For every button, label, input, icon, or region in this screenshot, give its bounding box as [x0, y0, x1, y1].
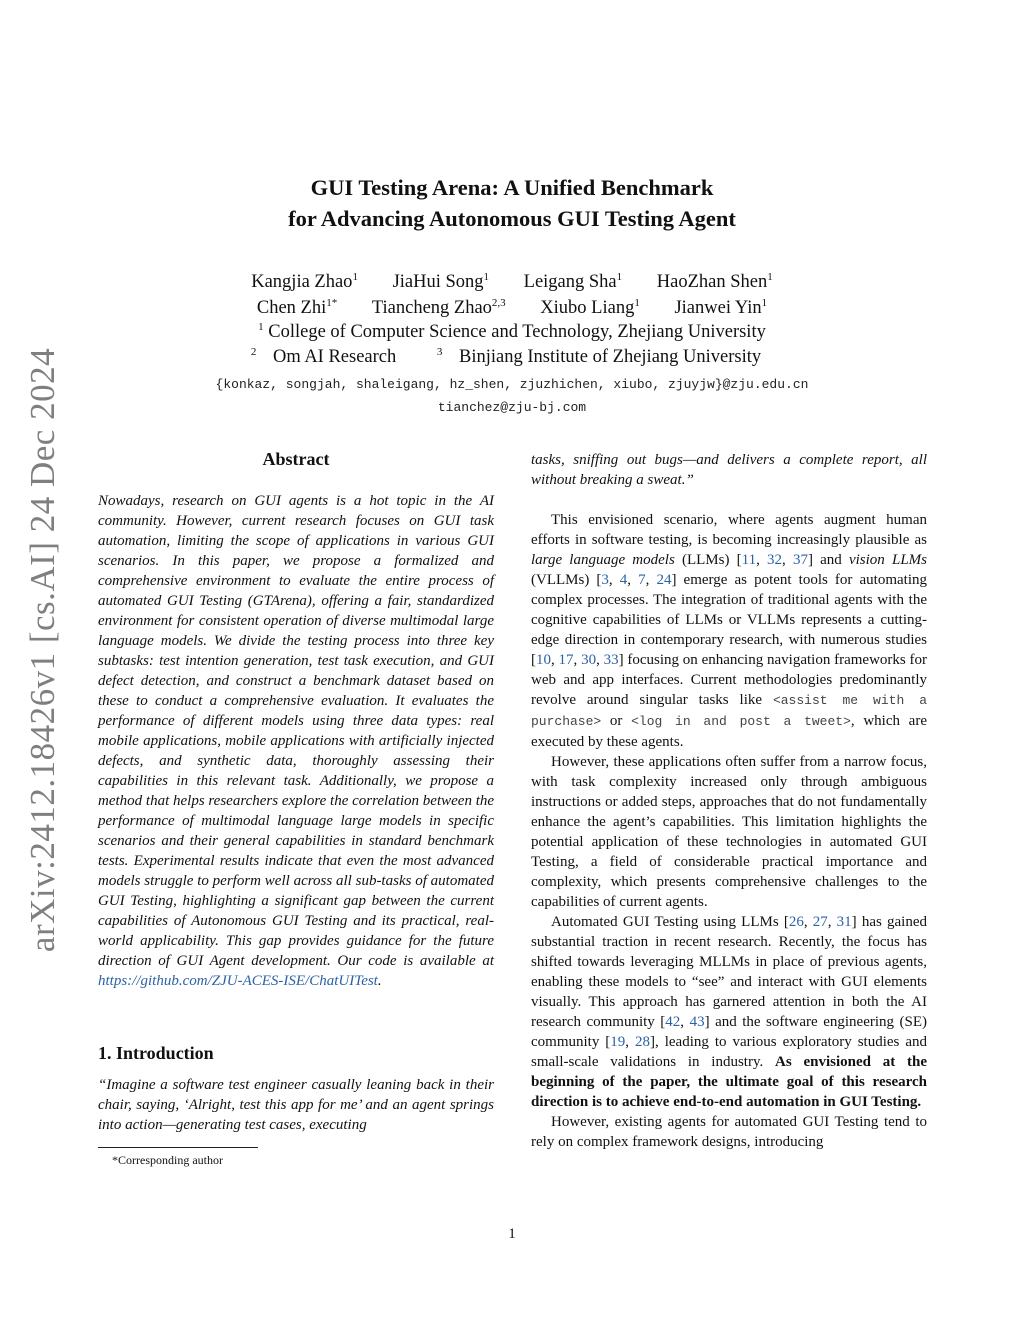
code-repository-link[interactable]: https://github.com/ZJU-ACES-ISE/ChatUITest: [98, 973, 378, 989]
author-name: HaoZhan Shen: [656, 272, 768, 292]
author-name: Tiancheng Zhao: [371, 298, 492, 318]
affiliation-mark: 1: [761, 297, 768, 309]
author-name: Chen Zhi: [256, 298, 327, 318]
introduction-quote-continued: tasks, sniffing out bugs—and delivers a complete report, all without breaking a sweat.”: [531, 452, 927, 488]
abstract-text: [98, 491, 494, 991]
right-column: [531, 450, 927, 1152]
author-name: JiaHui Song: [392, 272, 484, 292]
paragraph-4: However, existing agents for automated GUI Testing tend to rely on complex framework designs, introducing: [531, 1114, 927, 1150]
affiliation-mark: 1: [634, 297, 640, 309]
affiliation-1: [100, 320, 924, 345]
title-line-1: GUI Testing Arena: A Unified Benchmark: [310, 175, 714, 200]
introduction-quote: “Imagine a software test engineer casually leaning back in their chair, saying, ‘Alright, test this app for me’ and an agent springs into action—generating test cases, executing: [98, 1077, 494, 1133]
author: [393, 272, 489, 292]
author-row-2: [100, 294, 924, 323]
affiliation-mark: 1: [352, 271, 358, 283]
citation-link[interactable]: 37: [792, 552, 808, 568]
affiliation-mark: 1: [258, 321, 264, 333]
citation-link[interactable]: 17: [558, 652, 574, 668]
author-name: Jianwei Yin: [674, 298, 762, 318]
citation-link[interactable]: 42: [665, 1014, 681, 1030]
citation-link[interactable]: 33: [603, 652, 619, 668]
author: [657, 272, 773, 292]
author-name: Leigang Sha: [523, 272, 617, 292]
citation-link[interactable]: 43: [689, 1014, 705, 1030]
author: [674, 298, 767, 318]
left-column: [98, 447, 494, 1168]
affiliation-name: Om AI Research: [272, 347, 397, 367]
citation-link[interactable]: 4: [619, 572, 628, 588]
author-emails: [100, 373, 924, 419]
citation-link[interactable]: 31: [836, 914, 852, 930]
author: [372, 298, 506, 318]
citation-link[interactable]: 3: [601, 572, 609, 588]
author-name: Xiubo Liang: [540, 298, 635, 318]
affiliation-mark: 1: [483, 271, 490, 283]
paragraph-1: This envisioned scenario, where agents augment human efforts in software testing, is becoming increasingly plausible as large language models (LLMs) [11, 32, 37] and vision LLMs (VLLMs) [3, 4, 7, 24] emerge as potent tools for automating complex processes. The integration of traditional agents with the cognitive capabilities of LLMs or VLLMs represents a cutting-edge direction in contemporary research, with numerous studies [10, 17, 30, 33] focusing on enhancing navigation frameworks for web and app interfaces. Current methodologies predominantly revolve around singular tasks like <assist me with a purchase> or <log in and post a tweet>, which are executed by these agents.: [531, 512, 928, 750]
citation-link[interactable]: 10: [536, 652, 551, 668]
affiliation-mark: 1: [616, 271, 623, 283]
affiliation-mark: 1: [767, 271, 773, 283]
author-row-1: [100, 268, 924, 297]
affiliation-name: College of Computer Science and Technology, Zhejiang University: [268, 322, 766, 342]
citation-link[interactable]: 26: [788, 914, 804, 930]
example-task-code: <assist me with a purchase>: [531, 693, 927, 729]
citation-link[interactable]: 24: [656, 572, 672, 588]
abstract-heading: Abstract: [262, 449, 330, 469]
affiliation-2: [251, 347, 408, 367]
author: [540, 298, 640, 318]
affiliation-mark: 2: [250, 346, 257, 358]
affiliation-3: [437, 347, 773, 367]
author: [251, 272, 358, 292]
abstract-end: .: [377, 973, 382, 989]
citation-link[interactable]: 32: [767, 552, 783, 568]
title-line-2: for Advancing Autonomous GUI Testing Agent: [288, 206, 736, 231]
affiliation-name: Binjiang Institute of Zhejiang University: [459, 347, 762, 367]
citation-link[interactable]: 27: [812, 914, 828, 930]
affiliation-mark: 1*: [326, 297, 338, 309]
arxiv-identifier-stamp: [8, 347, 78, 953]
citation-link[interactable]: 7: [638, 572, 646, 588]
affiliations: [100, 320, 924, 370]
email-line-2: tianchez@zju-bj.com: [437, 400, 587, 415]
page-number: 1: [508, 1226, 516, 1242]
paragraph-2: However, these applications often suffer from a narrow focus, with task complexity increased only through ambiguous instructions or added steps, approaches that do not fundamentally enhance the agent’s capabilities. This limitation highlights the potential application of these technologies in automated GUI Testing, a field of considerable practical importance and complexity, which presents comprehensive challenges to the capabilities of current agents.: [531, 754, 927, 910]
abstract-body: Nowadays, research on GUI agents is a hot topic in the AI community. However, current research focuses on GUI task automation, limiting the scope of applications in various GUI scenarios. In this paper, we propose a formalized and comprehensive environment to evaluate the entire process of automated GUI Testing (GTArena), offering a fair, standardized environment for consistent operation of diverse multimodal large language models. We divide the testing process into three key subtasks: test intention generation, test task execution, and GUI defect detection, and construct a benchmark dataset based on these to conduct a comprehensive evaluation. It evaluates the performance of different models using three data types: real mobile applications, mobile applications with artificially injected defects, and synthetic data, thoroughly assessing their capabilities in this relevant task. Additionally, we propose a method that helps researchers explore the correlation between the performance of multimodal language large models in specific scenarios and their general capabilities in standard benchmark tests. Experimental results indicate that even the most advanced models struggle to perform well across all sub-tasks of automated GUI Testing, highlighting a significant gap between the current capabilities of Autonomous GUI Testing and its practical, real-world applicability. This gap provides guidance for the future direction of GUI Agent development. Our code is available at: [98, 493, 495, 969]
footnote-divider: [98, 1147, 258, 1148]
author-list: [100, 268, 924, 323]
arxiv-identifier-text: arXiv:2412.18426v1 [cs.AI] 24 Dec 2024: [23, 347, 62, 953]
citation-link[interactable]: 30: [581, 652, 597, 668]
key-claim-bold: As envisioned at the beginning of the paper, the ultimate goal of this research direction is to achieve end-to-end automation in GUI Testing.: [531, 1054, 927, 1110]
paragraph-3: Automated GUI Testing using LLMs [26, 27, 31] has gained substantial traction in recent research. Recently, the focus has shifted towards leveraging MLLMs in place of previous agents, enabling these models to “see” and interact with GUI elements visually. This approach has garnered attention in both the AI research community [42, 43] and the software engineering (SE) community [19, 28], leading to various exploratory studies and small-scale validations in industry. As envisioned at the beginning of the paper, the ultimate goal of this research direction is to achieve end-to-end automation in GUI Testing.: [531, 914, 928, 1110]
affiliation-mark: 2,3: [491, 297, 506, 309]
footnote: *Corresponding author: [112, 1153, 223, 1167]
paper-title: [100, 172, 924, 234]
affiliation-mark: 3: [436, 346, 443, 358]
citation-link[interactable]: 28: [635, 1034, 651, 1050]
email-line-1: {konkaz, songjah, shaleigang, hz_shen, zjuzhichen, xiubo, zjuyjw}@zju.edu.cn: [215, 377, 809, 392]
author: [257, 298, 337, 318]
author: [524, 272, 623, 292]
citation-link[interactable]: 11: [741, 552, 757, 568]
affiliation-row-2: [100, 345, 924, 370]
introduction-heading: 1. Introduction: [98, 1043, 214, 1063]
citation-link[interactable]: 19: [610, 1034, 626, 1050]
example-task-code: <log in and post a tweet>: [631, 714, 851, 729]
author-name: Kangjia Zhao: [251, 272, 353, 292]
